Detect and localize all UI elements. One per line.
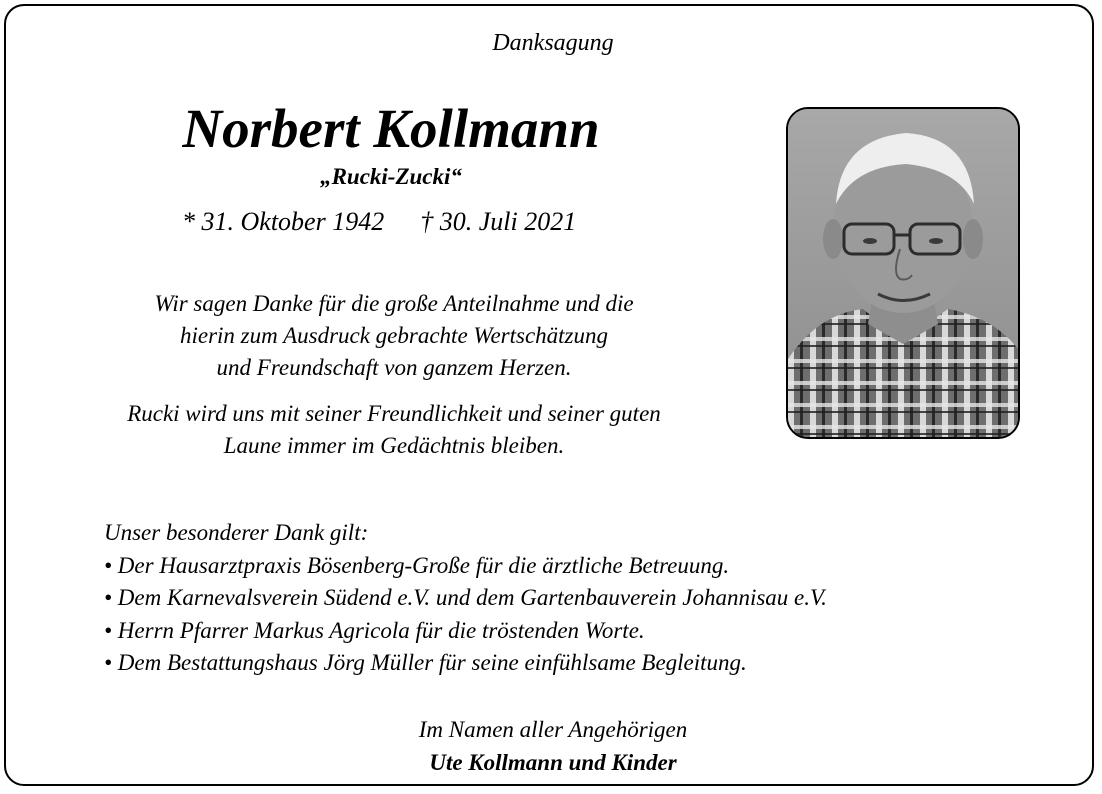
portrait-photo: [786, 107, 1020, 439]
paragraph-line: Laune immer im Gedächtnis bleiben.: [223, 433, 565, 458]
signoff-line: Im Namen aller Angehörigen: [418, 717, 688, 742]
paragraph-line: Wir sagen Danke für die große Anteilnahme und die: [154, 291, 634, 316]
deceased-nickname: „Rucki-Zucki“: [320, 164, 462, 189]
card-heading: Danksagung: [492, 30, 614, 56]
thank-you-paragraph: [6, 288, 782, 384]
thanks-intro: Unser besonderer Dank gilt:: [104, 520, 369, 545]
thanks-item: • Dem Karnevalsverein Südend e.V. und dem Gartenbauverein Johannisau e.V.: [104, 585, 827, 610]
paragraph-line: und Freundschaft von ganzem Herzen.: [216, 355, 572, 380]
thanks-item: • Der Hausarztpraxis Bösenberg-Große für die ärztliche Betreuung.: [104, 552, 730, 578]
memory-paragraph: [6, 398, 782, 462]
birth-date: * 31. Oktober 1942: [182, 207, 385, 236]
obituary-card: [4, 4, 1094, 786]
signoff: [6, 713, 1100, 779]
thanks-item: • Dem Bestattungshaus Jörg Müller für seine einfühlsame Begleitung.: [104, 650, 747, 675]
paragraph-line: hierin zum Ausdruck gebrachte Wertschätzung: [179, 323, 608, 348]
life-dates: [182, 207, 576, 237]
paragraph-line: Rucki wird uns mit seiner Freundlichkeit und seiner guten: [127, 401, 661, 426]
death-date: † 30. Juli 2021: [420, 207, 577, 236]
special-thanks: [104, 517, 827, 680]
thanks-item: • Herrn Pfarrer Markus Agricola für die tröstenden Worte.: [104, 617, 645, 643]
deceased-name: Norbert Kollmann: [182, 98, 600, 159]
family-signature: Ute Kollmann und Kinder: [429, 750, 677, 775]
portrait-illustration: [788, 109, 1018, 437]
